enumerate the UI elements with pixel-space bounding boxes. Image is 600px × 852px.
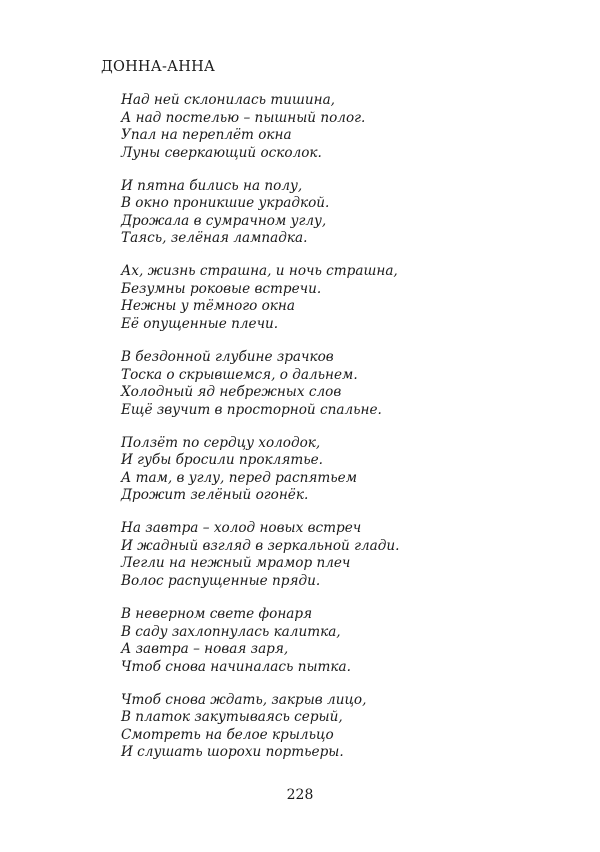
poem-line: Над ней склонилась тишина, bbox=[121, 92, 336, 108]
stanza-2 bbox=[121, 178, 561, 264]
poem-line: Нежны у тёмного окна bbox=[121, 298, 295, 315]
poem-line: В окно проникшие украдкой. bbox=[121, 195, 330, 212]
poem-line: И пятна бились на полу, bbox=[121, 177, 303, 194]
poem-line: И жадный взгляд в зеркальной глади. bbox=[121, 537, 400, 554]
poem-line: На завтра – холод новых встреч bbox=[121, 520, 362, 537]
poem-line: В бездонной глубине зрачков bbox=[121, 349, 334, 366]
poem-line: Смотреть на белое крыльцо bbox=[121, 726, 334, 743]
poem-line: Дрожит зелёный огонёк. bbox=[121, 487, 309, 504]
poem-line: Тоска о скрывшемся, о дальнем. bbox=[121, 366, 358, 383]
page-number: 228 bbox=[286, 787, 314, 803]
stanza-8 bbox=[121, 692, 561, 778]
poem-line: И слушать шорохи портьеры. bbox=[121, 744, 344, 761]
stanza-6 bbox=[121, 520, 561, 606]
stanza-4 bbox=[121, 349, 561, 435]
poem-line: Ах, жизнь страшна, и ночь страшна, bbox=[121, 263, 398, 280]
poem-line: Луны сверкающий осколок. bbox=[121, 144, 322, 161]
poem-line: Таясь, зелёная лампадка. bbox=[121, 230, 308, 247]
page-title: ДОННА-АННА bbox=[101, 59, 216, 75]
stanza-7 bbox=[121, 606, 561, 692]
poem-line: А над постелью – пышный полог. bbox=[121, 109, 366, 126]
poem-line: И губы бросили проклятье. bbox=[121, 452, 323, 469]
poem-line: Дрожала в сумрачном углу, bbox=[121, 212, 327, 229]
poem-line: В неверном свете фонаря bbox=[121, 606, 313, 623]
poem-line: Её опущенные плечи. bbox=[121, 315, 279, 332]
stanza-5 bbox=[121, 435, 561, 521]
poem-line: Безумны роковые встречи. bbox=[121, 280, 322, 297]
poem-line: А завтра – новая заря, bbox=[121, 641, 289, 658]
poem bbox=[121, 92, 561, 778]
poem-line: Волос распущенные пряди. bbox=[121, 572, 321, 589]
poem-line: В платок закутываясь серый, bbox=[121, 709, 343, 726]
poem-line: Холодный яд небрежных слов bbox=[121, 384, 342, 401]
poem-line: Ещё звучит в просторной спальне. bbox=[121, 401, 382, 418]
poem-line: Чтоб снова ждать, закрыв лицо, bbox=[121, 691, 367, 708]
stanza-3 bbox=[121, 263, 561, 349]
poem-line: Чтоб снова начиналась пытка. bbox=[121, 658, 351, 675]
stanza-1 bbox=[121, 92, 561, 178]
poem-line: Упал на переплёт окна bbox=[121, 127, 292, 143]
poem-line: Легли на нежный мрамор плеч bbox=[121, 555, 351, 572]
poem-line: Ползёт по сердцу холодок, bbox=[121, 434, 321, 451]
poem-line: В саду захлопнулась калитка, bbox=[121, 623, 341, 640]
poem-line: А там, в углу, перед распятьем bbox=[121, 469, 357, 486]
